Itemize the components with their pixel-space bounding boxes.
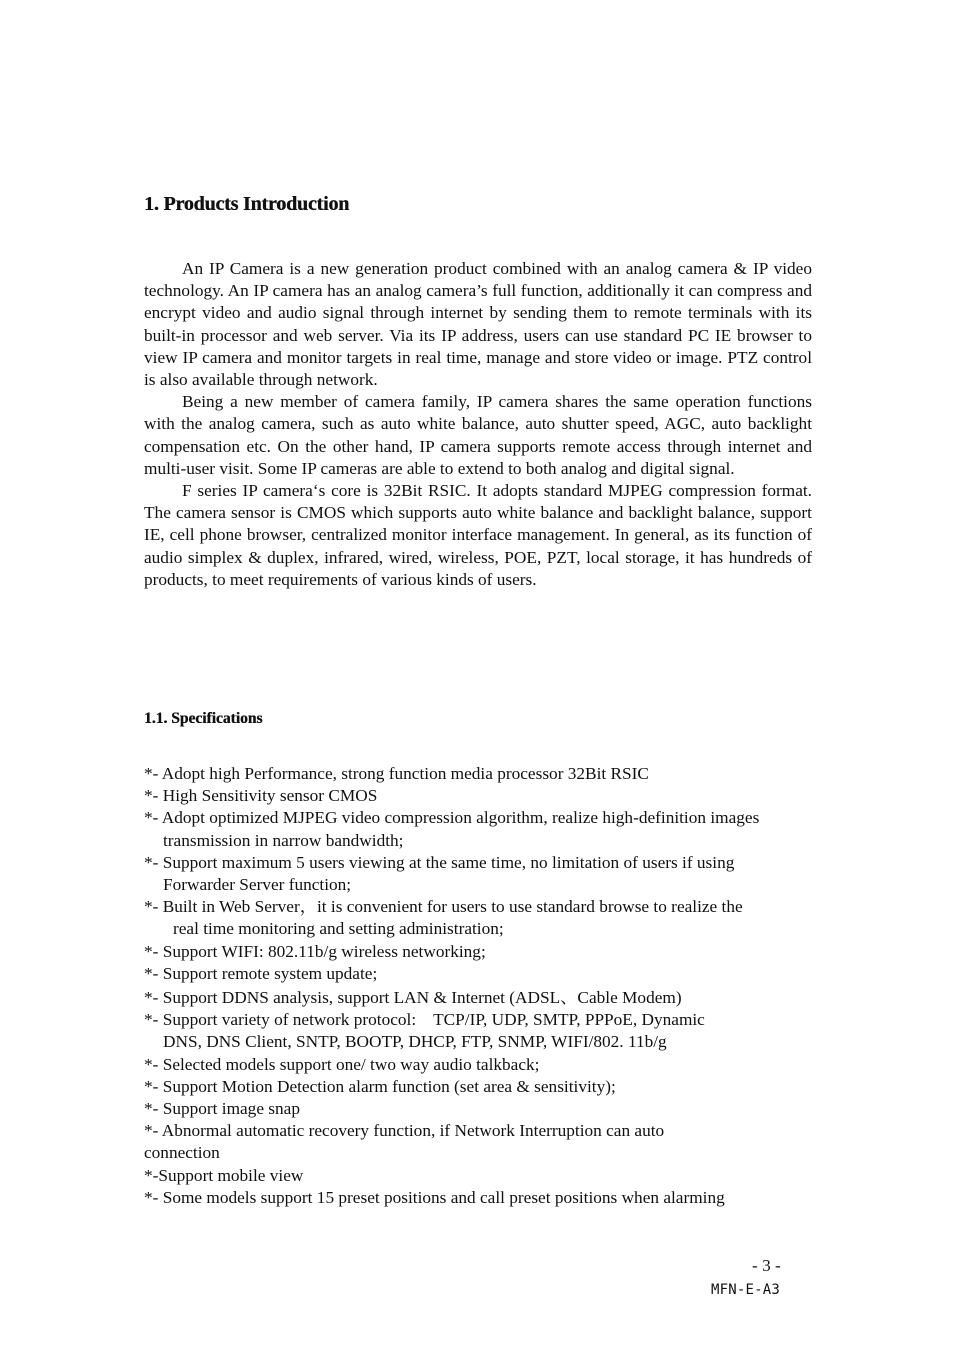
spec-item (144, 963, 844, 985)
spec-item (144, 807, 844, 851)
intro-paragraph: F series IP camera‘s core is 32Bit RSIC. It adopts standard MJPEG compression format. The camera sensor is CMOS which supports auto white balance and backlight balance, support IE, cell phone browser, centralized monitor interface management. In general, as its function of audio simplex & duplex, infrared, wired, wireless, POE, PZT, local storage, it has hundreds of products, to meet requirements of various kinds of users. (144, 481, 812, 589)
spec-item (144, 941, 844, 963)
spec-line: *- Support WIFI: 802.11b/g wireless networking; (144, 941, 486, 961)
spec-item (144, 987, 844, 1009)
spec-item (144, 896, 844, 940)
spec-item (144, 1165, 844, 1187)
intro-paragraph: Being a new member of camera family, IP camera shares the same operation functions with the analog camera, such as auto white balance, auto shutter speed, AGC, auto backlight compensation etc. On the other hand, IP camera supports remote access through internet and multi-user visit. Some IP cameras are able to extend to both analog and digital signal. (144, 392, 812, 478)
document-code: MFN-E-A3 (711, 1282, 781, 1298)
spec-line: *- Adopt optimized MJPEG video compression algorithm, realize high-definition images (144, 808, 760, 828)
spec-item (144, 763, 844, 785)
intro-paragraph: An IP Camera is a new generation product combined with an analog camera & IP video technology. An IP camera has an analog camera’s full function, additionally it can compress and encrypt video and audio signal through internet by sending them to remote terminals with its built-in processor and web server. Via its IP address, users can use standard PC IE browser to view IP camera and monitor targets in real time, manage and store video or image. PTZ control is also available through network. (144, 259, 812, 390)
spec-line: *- Support variety of network protocol: TCP/IP, UDP, SMTP, PPPoE, Dynamic (144, 1010, 705, 1030)
section-heading: 1. Products Introduction (144, 193, 350, 215)
spec-item (144, 1098, 844, 1120)
spec-line: *- Support remote system update; (144, 963, 378, 983)
subsection-heading: 1.1. Specifications (144, 710, 263, 727)
spec-item (144, 1187, 844, 1209)
spec-continuation: DNS, DNS Client, SNTP, BOOTP, DHCP, FTP, SNMP, WIFI/802. 11b/g (163, 1032, 667, 1052)
page-number: - 3 - (752, 1256, 781, 1275)
spec-line: *- Support image snap (144, 1099, 300, 1119)
spec-line: *- Some models support 15 preset positions and call preset positions when alarming (144, 1187, 725, 1207)
spec-line: *- Adopt high Performance, strong function media processor 32Bit RSIC (144, 764, 649, 783)
spec-line: *- Selected models support one/ two way audio talkback; (144, 1054, 540, 1074)
spec-item (144, 1054, 844, 1076)
spec-line: *- Support DDNS analysis, support LAN & Internet (ADSL、Cable Modem) (144, 988, 682, 1008)
spec-continuation: connection (144, 1143, 220, 1163)
spec-continuation: real time monitoring and setting administration; (173, 919, 504, 939)
spec-line: *- Support maximum 5 users viewing at the same time, no limitation of users if using (144, 852, 735, 872)
spec-list (144, 763, 844, 1209)
spec-item (144, 1009, 844, 1053)
spec-line: *- High Sensitivity sensor CMOS (144, 786, 378, 806)
spec-line: *- Built in Web Server，it is convenient for users to use standard browse to realize the (144, 897, 743, 917)
intro-section (144, 258, 812, 591)
spec-line: *- Support Motion Detection alarm function (set area & sensitivity); (144, 1076, 616, 1096)
spec-line: *-Support mobile view (144, 1165, 304, 1185)
spec-line: *- Abnormal automatic recovery function, if Network Interruption can auto (144, 1121, 665, 1141)
spec-continuation: transmission in narrow bandwidth; (163, 830, 404, 850)
spec-continuation: Forwarder Server function; (163, 875, 352, 895)
spec-item (144, 785, 844, 807)
spec-item (144, 1076, 844, 1098)
spec-item (144, 1120, 844, 1164)
spec-item (144, 852, 844, 896)
